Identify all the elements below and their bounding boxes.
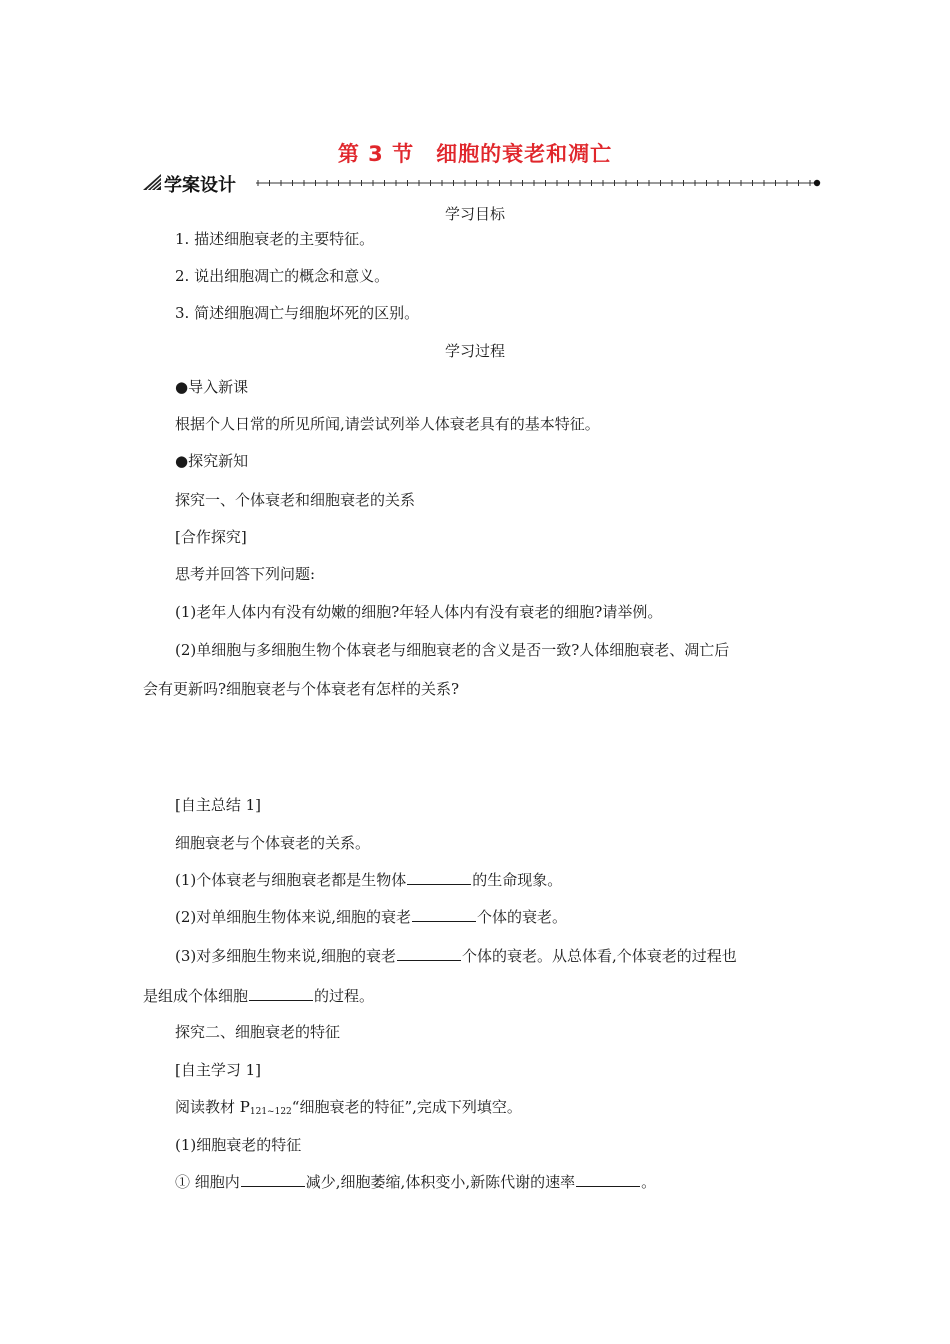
- read-text-b: “细胞衰老的特征”,完成下列填空。: [291, 1098, 522, 1116]
- intro-text: 根据个人日常的所见所闻,请尝试列举人体衰老具有的基本特征。: [175, 415, 600, 433]
- feature-1-text-c: 。: [641, 1173, 657, 1191]
- question-1: (1)老年人体内有没有幼嫩的细胞?年轻人体内有没有衰老的细胞?请举例。: [175, 603, 663, 621]
- triangle-stripes-icon: [143, 174, 163, 190]
- feature-1-text-a: ① 细胞内: [175, 1173, 240, 1191]
- summary-item-2-text-b: 个体的衰老。: [477, 908, 568, 926]
- objective-item: 1. 描述细胞衰老的主要特征。: [175, 230, 375, 248]
- fill-blank[interactable]: [412, 906, 476, 922]
- fill-blank[interactable]: [397, 945, 461, 961]
- page-range: 121~122: [249, 1107, 292, 1117]
- question-2-line2: 会有更新吗?细胞衰老与个体衰老有怎样的关系?: [143, 680, 460, 698]
- summary-item-3-text-b: 个体的衰老。从总体看,个体衰老的过程也: [462, 947, 737, 965]
- banner-label: 学案设计: [164, 175, 236, 196]
- fill-blank[interactable]: [576, 1171, 640, 1187]
- summary-item-3-text-c: 是组成个体细胞: [143, 987, 249, 1005]
- summary-item-3-text-d: 的过程。: [314, 987, 375, 1005]
- dotted-rule: [256, 173, 822, 193]
- summary-item-1-text-b: 的生命现象。: [472, 871, 563, 889]
- summary-item-3: [175, 945, 737, 966]
- fill-blank[interactable]: [241, 1171, 305, 1187]
- fill-blank[interactable]: [407, 869, 471, 885]
- study-label: [自主学习 1]: [175, 1061, 262, 1079]
- question-prompt: 思考并回答下列问题:: [175, 565, 316, 583]
- section2-title: 探究二、细胞衰老的特征: [175, 1023, 341, 1041]
- read-text-a: 阅读教材 P: [175, 1098, 250, 1116]
- summary-item-1-text-a: (1)个体衰老与细胞衰老都是生物体: [175, 871, 407, 889]
- page-title: 第 3 节 细胞的衰老和凋亡: [337, 142, 613, 166]
- fill-blank[interactable]: [249, 985, 313, 1001]
- summary1-intro: 细胞衰老与个体衰老的关系。: [175, 834, 371, 852]
- process-heading: 学习过程: [444, 342, 505, 360]
- coop-label: [合作探究]: [175, 528, 247, 546]
- objective-item: 3. 简述细胞凋亡与细胞坏死的区别。: [175, 304, 420, 322]
- summary-item-2: [175, 906, 567, 927]
- summary-item-3-text-a: (3)对多细胞生物来说,细胞的衰老: [175, 947, 397, 965]
- read-instruction: [175, 1097, 522, 1120]
- section1-title: 探究一、个体衰老和细胞衰老的关系: [175, 491, 416, 509]
- summary-item-1: [175, 869, 562, 890]
- summary-item-2-text-a: (2)对单细胞生物体来说,细胞的衰老: [175, 908, 412, 926]
- feature-1-text-b: 减少,细胞萎缩,体积变小,新陈代谢的速率: [305, 1173, 576, 1191]
- explore-heading: ●探究新知: [175, 452, 249, 470]
- features-heading: (1)细胞衰老的特征: [175, 1136, 302, 1154]
- section-banner: [143, 170, 823, 196]
- intro-heading: ●导入新课: [175, 378, 249, 396]
- summary-item-3-cont: [143, 985, 374, 1006]
- feature-item-1: [175, 1171, 656, 1192]
- question-2-line1: (2)单细胞与多细胞生物个体衰老与细胞衰老的含义是否一致?人体细胞衰老、凋亡后: [175, 641, 730, 659]
- objective-item: 2. 说出细胞凋亡的概念和意义。: [175, 267, 390, 285]
- objectives-heading: 学习目标: [444, 205, 505, 223]
- summary1-label: [自主总结 1]: [175, 796, 262, 814]
